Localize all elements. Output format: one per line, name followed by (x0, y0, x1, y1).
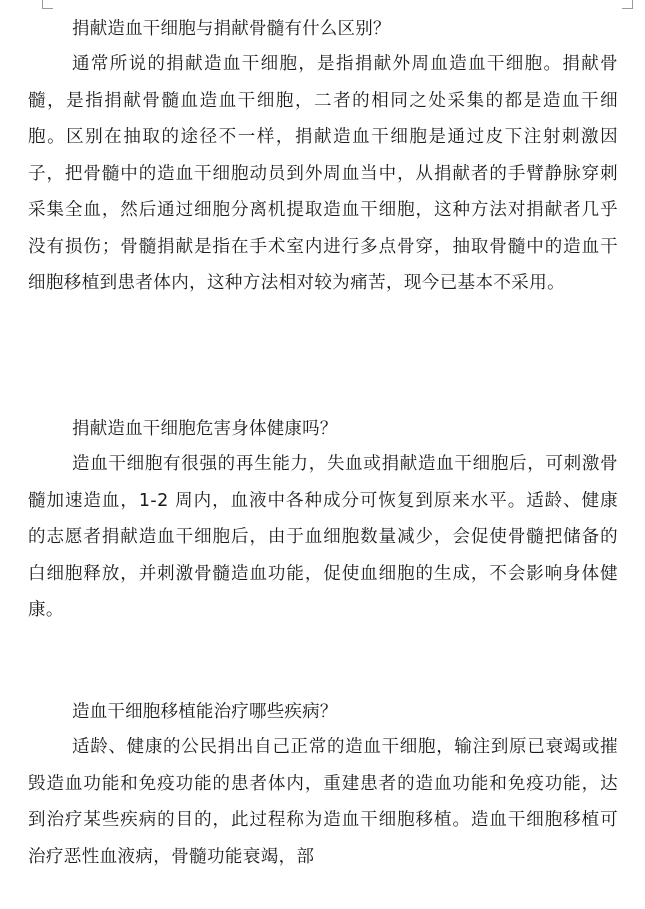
section-paragraph: 通常所说的捐献造血干细胞，是指捐献外周血造血干细胞。捐献骨髓，是指捐献骨髓血造血干细胞，二者的相同之处采集的都是造血干细胞。区别在抽取的途径不一样，捐献造血干细胞是通过皮下注射刺激因子，把骨髓中的造血干细胞动员到外周血当中，从捐献者的手臂静脉穿刺采集全血，然后通过细胞分离机提取造血干细胞，这种方法对捐献者几乎没有损伤；骨髓捐献是指在手术室内进行多点骨穿，抽取骨髓中的造血干细胞移植到患者体内，这种方法相对较为痛苦，现今已基本不采用。 (28, 54, 618, 293)
section-health-impact (28, 412, 618, 629)
section-paragraph: 造血干细胞有很强的再生能力，失血或捐献造血干细胞后，可刺激骨髓加速造血，1-2 周内，血液中各种成分可恢复到原来水平。适龄、健康的志愿者捐献造血干细胞后，由于血细胞数量减少，会促使骨髓把储备的白细胞释放，并刺激骨髓造血功能，促使血细胞的生成，不会影响身体健康。 (28, 454, 618, 620)
section-heading: 捐献造血干细胞危害身体健康吗？ (72, 419, 338, 439)
section-donation-difference (28, 12, 618, 302)
section-treatable-diseases (28, 695, 618, 875)
page-corner-mark-right (622, 0, 633, 9)
section-paragraph: 适龄、健康的公民捐出自己正常的造血干细胞，输注到原已衰竭或摧毁造血功能和免疫功能的患者体内，重建患者的造血功能和免疫功能，达到治疗某些疾病的目的，此过程称为造血干细胞移植。造血干细胞移植可治疗恶性血液病，骨髓功能衰竭，部 (28, 737, 618, 867)
section-heading: 造血干细胞移植能治疗哪些疾病？ (72, 702, 338, 722)
section-heading: 捐献造血干细胞与捐献骨髓有什么区别？ (72, 19, 391, 39)
page-corner-mark-left (42, 0, 53, 9)
